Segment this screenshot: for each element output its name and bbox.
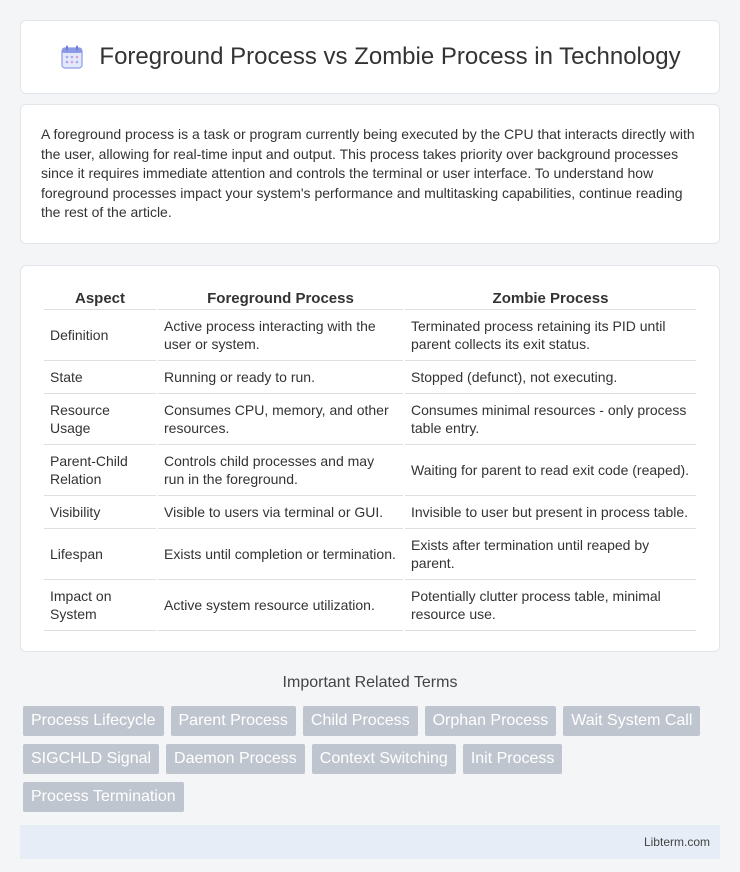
foreground-cell: Running or ready to run. bbox=[158, 361, 403, 394]
footer bbox=[20, 825, 720, 859]
zombie-cell: Exists after termination until reaped by parent. bbox=[405, 529, 696, 580]
foreground-cell: Exists until completion or termination. bbox=[158, 529, 403, 580]
zombie-cell: Potentially clutter process table, minimal resource use. bbox=[405, 580, 696, 631]
aspect-cell: Parent-Child Relation bbox=[44, 445, 156, 496]
table-header-row bbox=[44, 286, 696, 310]
zombie-cell: Terminated process retaining its PID until parent collects its exit status. bbox=[405, 310, 696, 361]
zombie-cell: Invisible to user but present in process table. bbox=[405, 496, 696, 529]
tag-init-process[interactable]: Init Process bbox=[463, 744, 563, 774]
aspect-cell: Lifespan bbox=[44, 529, 156, 580]
tag-process-lifecycle[interactable]: Process Lifecycle bbox=[23, 706, 164, 736]
table-row bbox=[44, 310, 696, 361]
related-terms-title: Important Related Terms bbox=[282, 673, 458, 691]
tag-sigchld-signal[interactable]: SIGCHLD Signal bbox=[23, 744, 159, 774]
header-zombie: Zombie Process bbox=[405, 286, 696, 310]
aspect-cell: Resource Usage bbox=[44, 394, 156, 445]
table-row bbox=[44, 445, 696, 496]
zombie-cell: Stopped (defunct), not executing. bbox=[405, 361, 696, 394]
zombie-cell: Waiting for parent to read exit code (reaped). bbox=[405, 445, 696, 496]
foreground-cell: Visible to users via terminal or GUI. bbox=[158, 496, 403, 529]
header-aspect: Aspect bbox=[44, 286, 156, 310]
related-terms-list bbox=[20, 706, 720, 812]
comparison-table bbox=[42, 286, 698, 631]
aspect-cell: Definition bbox=[44, 310, 156, 361]
calendar-grid-icon bbox=[59, 44, 85, 70]
tag-orphan-process[interactable]: Orphan Process bbox=[425, 706, 557, 736]
table-row bbox=[44, 529, 696, 580]
tag-wait-system-call[interactable]: Wait System Call bbox=[563, 706, 700, 736]
table-row bbox=[44, 580, 696, 631]
header-foreground: Foreground Process bbox=[158, 286, 403, 310]
foreground-cell: Consumes CPU, memory, and other resources. bbox=[158, 394, 403, 445]
aspect-cell: State bbox=[44, 361, 156, 394]
foreground-cell: Controls child processes and may run in the foreground. bbox=[158, 445, 403, 496]
page-title: Foreground Process vs Zombie Process in Technology bbox=[99, 43, 681, 70]
table-row bbox=[44, 496, 696, 529]
intro-paragraph: A foreground process is a task or program currently being executed by the CPU that interacts directly with the user, allowing for real-time input and output. This process takes priority over background processes since it requires immediate attention and controls the terminal or user interface. To understand how foreground processes impact your system's performance and multitasking capabilities, continue reading the rest of the article. bbox=[41, 126, 695, 221]
table-row bbox=[44, 361, 696, 394]
intro-card bbox=[20, 104, 720, 244]
tag-daemon-process[interactable]: Daemon Process bbox=[166, 744, 305, 774]
comparison-card bbox=[20, 265, 720, 652]
foreground-cell: Active system resource utilization. bbox=[158, 580, 403, 631]
foreground-cell: Active process interacting with the user or system. bbox=[158, 310, 403, 361]
tag-context-switching[interactable]: Context Switching bbox=[312, 744, 456, 774]
table-row bbox=[44, 394, 696, 445]
aspect-cell: Visibility bbox=[44, 496, 156, 529]
aspect-cell: Impact on System bbox=[44, 580, 156, 631]
tag-process-termination[interactable]: Process Termination bbox=[23, 782, 184, 812]
tag-parent-process[interactable]: Parent Process bbox=[171, 706, 296, 736]
tag-child-process[interactable]: Child Process bbox=[303, 706, 418, 736]
zombie-cell: Consumes minimal resources - only process table entry. bbox=[405, 394, 696, 445]
footer-site-link[interactable]: Libterm.com bbox=[643, 834, 710, 849]
title-card bbox=[20, 20, 720, 94]
